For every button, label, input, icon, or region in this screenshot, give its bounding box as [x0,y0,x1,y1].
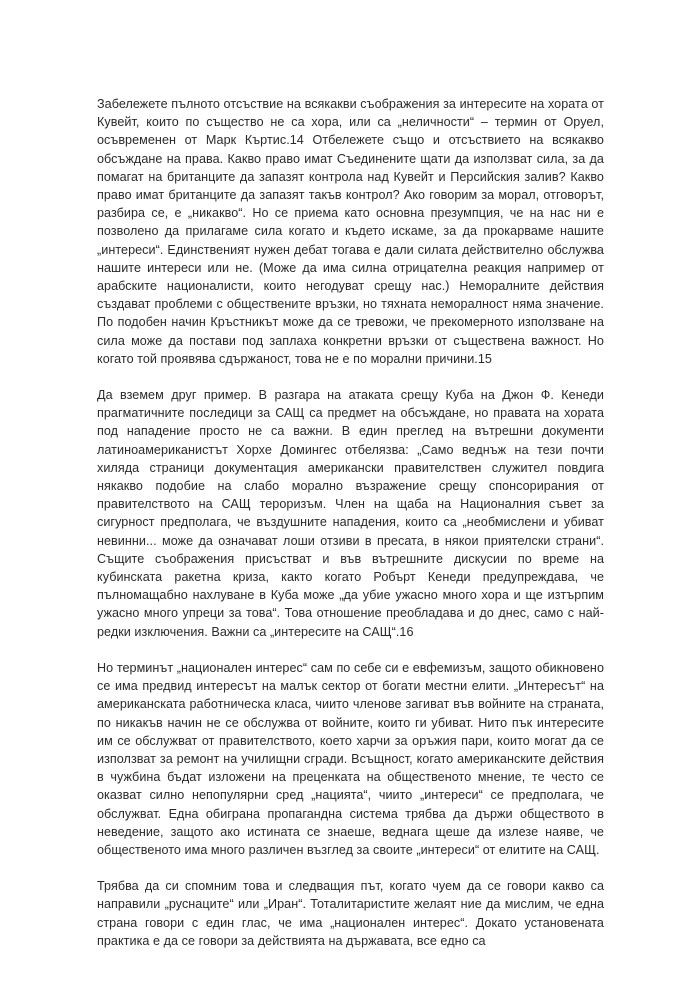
paragraph-national-interest: Но терминът „национален интерес“ сам по себе си е евфемизъм, защото обикновено се има предвид интересът на малък сектор от богати местни елити. „Интересът“ на американската работническа класа, чиито членове загиват във войните на страната, по никакъв начин не се обслужва от войните, които ги убиват. Нито пък интересите им се обслужват от правителството, което харчи за оръжия пари, които могат да се използват за ремонт на училищни сгради. Всъщност, когато американските действия в чужбина бъдат изложени на преценката на общественото мнение, те често се оказват силно непопулярни сред „нацията“, чиито „интереси“ се предполага, че обслужват. Една обиграна пропагандна система трябва да държи обществото в неведение, защото ако истината се знаеше, веднага щеше да излезе наяве, че общественото има много различен възглед за своите „интереси“ от елитите на САЩ. [97,660,604,857]
paragraph-kuwait: Забележете пълното отсъствие на всякакви съображения за интересите на хората от Кувейт, които по същество не са хора, или са „неличности“ – термин от Оруел, осъвременен от Марк Къртис.14 Отбележете също и отсъствието на всякакво обсъждане на права. Какво право имат Съединените щати да използват сила, за да помагат на британците да запазят контрола над Кувейт и Персийския залив? Какво право имат британците да запазят такъв контрол? Ако говорим за морал, отговорът, разбира се, е „никакво“. Но се приема като основна презумпция, че на нас ни е позволено да прилагаме сила когато и където искаме, за да прокарваме нашите „интереси“. Единственият нужен дебат тогава е дали силата действително обслужва нашите интереси или не. (Може да има силна отрицателна реакция например от арабските националисти, които негодуват срещу нас.) Неморалните действия създават проблеми с обществените връзки, но тяхната неморалност няма значение. По подобен начин Кръстникът може да се тревожи, че прекомерното използване на сила може да постави под заплаха конкретни връзки от съществена важност. Но когато той проявява сдържаност, това не е по морални причини.15 [97,97,604,366]
document-body [97,95,604,968]
paragraph-cuba: Да вземем друг пример. В разгара на атаката срещу Куба на Джон Ф. Кенеди прагматичните последици за САЩ са предмет на обсъждане, но правата на хората под нападение просто не са важни. В един преглед на вътрешни документи латиноамериканистът Хорхе Домингес отбелязва: „Само веднъж на тези почти хиляда страници документация американски правителствен служител повдига някакво подобие на слабо морално възражение срещу спонсорирания от правителството на САЩ тероризъм. Член на щаба на Националния съвет за сигурност предполага, че въздушните нападения, които са „необмислени и убиват невинни... може да означават лоши отзиви в пресата, в някои приятелски страни“. Същите съображения присъстват и във вътрешните дискусии по време на кубинската ракетна криза, както когато Робърт Кенеди предупреждава, че пълномащабно нахлуване в Куба може „да убие ужасно много хора и ще изтърпим ужасно много упреци за това“. Това отношение преобладава и до днес, само с най-редки изключения. Важни са „интересите на САЩ“.16 [97,388,604,639]
paragraph-russians-iran: Трябва да си спомним това и следващия път, когато чуем да се говори какво са направили „руснаците“ или „Иран“. Тоталитаристите желаят ние да мислим, че една страна говори с един глас, че има „национален интерес“. Докато установената практика е да се говори за действията на държавата, все едно са [97,879,604,948]
